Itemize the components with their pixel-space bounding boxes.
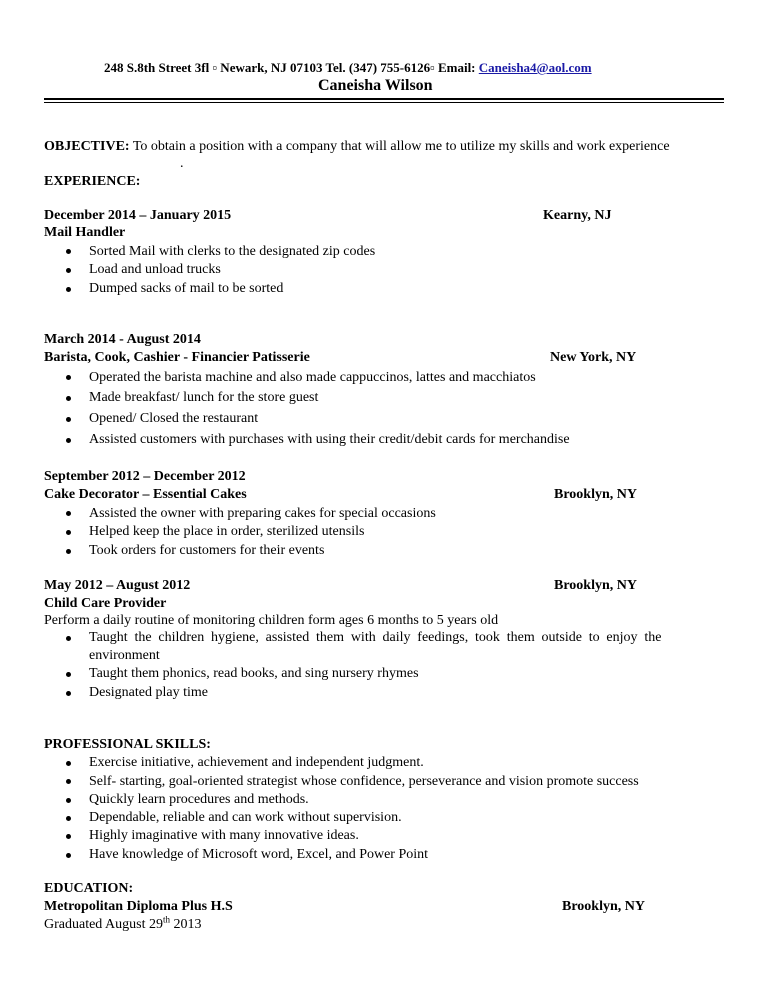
job-bullet: Operated the barista machine and also made cappuccinos, lattes and macchiatos bbox=[89, 370, 536, 385]
job-bullet: Load and unload trucks bbox=[89, 262, 221, 277]
job-bullet: Made breakfast/ lunch for the store guest bbox=[89, 390, 319, 405]
job-location: Brooklyn, NY bbox=[554, 578, 637, 593]
skill-item: Exercise initiative, achievement and independent judgment. bbox=[89, 755, 424, 770]
bullet-icon bbox=[66, 530, 71, 535]
job-summary: Perform a daily routine of monitoring children form ages 6 months to 5 years old bbox=[44, 613, 499, 628]
bullet-icon bbox=[66, 779, 71, 784]
bullet-icon bbox=[66, 798, 71, 803]
job-bullet: Taught the children hygiene, assisted them with daily feedings, took them outside to enjoy the bbox=[89, 630, 662, 645]
job-bullet-continuation: environment bbox=[89, 648, 160, 663]
bullet-icon bbox=[66, 511, 71, 516]
job-bullet: Designated play time bbox=[89, 685, 208, 700]
job-location: Kearny, NJ bbox=[543, 208, 612, 223]
bullet-icon bbox=[66, 816, 71, 821]
bullet-icon bbox=[66, 834, 71, 839]
job-location: New York, NY bbox=[550, 350, 637, 365]
education-heading: EDUCATION: bbox=[44, 881, 134, 896]
bullet-icon bbox=[66, 438, 71, 443]
graduation-ordinal: th bbox=[162, 914, 170, 925]
job-title: Mail Handler bbox=[44, 225, 126, 240]
skill-item: Highly imaginative with many innovative ideas. bbox=[89, 828, 359, 843]
bullet-icon bbox=[66, 853, 71, 858]
email-link[interactable]: Caneisha4@aol.com bbox=[478, 60, 592, 75]
job-bullet: Assisted customers with purchases with using their credit/debit cards for merchandise bbox=[89, 432, 570, 447]
skill-item: Quickly learn procedures and methods. bbox=[89, 792, 309, 807]
contact-line bbox=[104, 60, 592, 76]
job-title: Child Care Provider bbox=[44, 596, 167, 611]
bullet-icon bbox=[66, 549, 71, 554]
job-bullet: Dumped sacks of mail to be sorted bbox=[89, 281, 284, 296]
job-bullet: Took orders for customers for their events bbox=[89, 543, 325, 558]
bullet-icon bbox=[66, 268, 71, 273]
job-bullet: Assisted the owner with preparing cakes for special occasions bbox=[89, 506, 436, 521]
job-title: Barista, Cook, Cashier - Financier Patisserie bbox=[44, 350, 310, 365]
objective-label: OBJECTIVE: bbox=[44, 139, 130, 154]
header-divider-thin bbox=[44, 102, 724, 103]
bullet-icon bbox=[66, 761, 71, 766]
graduation-line bbox=[44, 914, 202, 933]
job-dates: December 2014 – January 2015 bbox=[44, 208, 232, 223]
address-text: 248 S.8th Street 3fl ▫ Newark, NJ 07103 Tel. (347) 755-6126▫ Email: bbox=[104, 60, 476, 75]
job-bullet: Taught them phonics, read books, and sing nursery rhymes bbox=[89, 666, 419, 681]
graduation-year: 2013 bbox=[173, 917, 202, 932]
bullet-icon bbox=[66, 249, 71, 254]
skills-heading: PROFESSIONAL SKILLS: bbox=[44, 737, 211, 752]
bullet-icon bbox=[66, 636, 71, 641]
experience-heading: EXPERIENCE: bbox=[44, 174, 141, 189]
bullet-icon bbox=[66, 396, 71, 401]
objective-trailing: . bbox=[180, 156, 184, 171]
job-dates: May 2012 – August 2012 bbox=[44, 578, 191, 593]
job-title: Cake Decorator – Essential Cakes bbox=[44, 487, 247, 502]
school-location: Brooklyn, NY bbox=[562, 899, 645, 914]
bullet-icon bbox=[66, 287, 71, 292]
skill-item: Dependable, reliable and can work without supervision. bbox=[89, 810, 402, 825]
bullet-icon bbox=[66, 417, 71, 422]
job-bullet: Helped keep the place in order, sterilized utensils bbox=[89, 524, 365, 539]
bullet-icon bbox=[66, 691, 71, 696]
school-name: Metropolitan Diploma Plus H.S bbox=[44, 899, 233, 914]
job-bullet: Sorted Mail with clerks to the designated zip codes bbox=[89, 244, 376, 259]
job-dates: March 2014 - August 2014 bbox=[44, 332, 201, 347]
graduation-prefix: Graduated August 29 bbox=[44, 917, 163, 932]
bullet-icon bbox=[66, 672, 71, 677]
bullet-icon bbox=[66, 375, 71, 380]
objective-line bbox=[44, 139, 670, 155]
job-bullet: Opened/ Closed the restaurant bbox=[89, 411, 259, 426]
job-dates: September 2012 – December 2012 bbox=[44, 469, 246, 484]
skill-item: Self- starting, goal-oriented strategist whose confidence, perseverance and vision promote success bbox=[89, 774, 639, 789]
job-location: Brooklyn, NY bbox=[554, 487, 637, 502]
candidate-name: Caneisha Wilson bbox=[318, 77, 433, 94]
skill-item: Have knowledge of Microsoft word, Excel, and Power Point bbox=[89, 847, 429, 862]
header-divider-thick bbox=[44, 98, 724, 100]
objective-text: To obtain a position with a company that will allow me to utilize my skills and work experience bbox=[132, 139, 670, 154]
